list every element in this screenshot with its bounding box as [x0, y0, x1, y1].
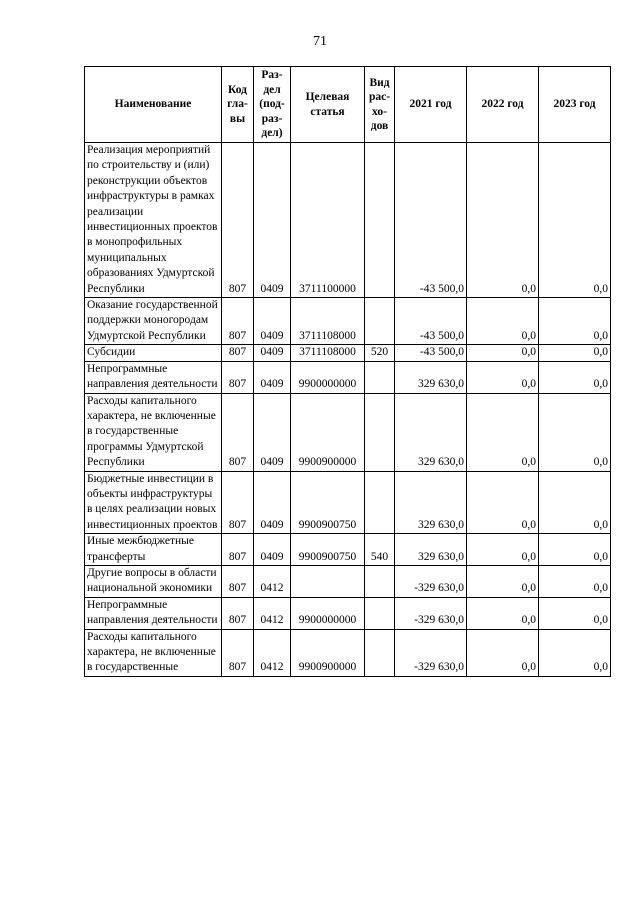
- table-row: [85, 597, 611, 629]
- cell-2021: 329 630,0: [395, 393, 467, 471]
- cell-2023: 0,0: [539, 298, 611, 345]
- cell-expense-type: 520: [365, 345, 395, 361]
- cell-2023: 0,0: [539, 565, 611, 597]
- header-2023: 2023 год: [539, 67, 611, 143]
- cell-2023: 0,0: [539, 629, 611, 676]
- cell-name: Другие вопросы в области национальной экономики: [85, 565, 222, 597]
- table-row: [85, 393, 611, 471]
- cell-target: 3711108000: [291, 345, 365, 361]
- cell-2021: -329 630,0: [395, 629, 467, 676]
- cell-2021: -43 500,0: [395, 143, 467, 298]
- cell-name: Реализация мероприятий по строительству и (или) реконструкции объектов инфраструктуры в рамках реализации инвестиционных проектов в монопрофильных муниципальных образованиях Удмуртской Республики: [85, 143, 222, 298]
- table-row: [85, 143, 611, 298]
- cell-code: 807: [222, 361, 254, 393]
- cell-section: 0409: [254, 298, 291, 345]
- cell-expense-type: 540: [365, 534, 395, 566]
- header-2021: 2021 год: [395, 67, 467, 143]
- cell-2023: 0,0: [539, 345, 611, 361]
- cell-target: 9900900000: [291, 393, 365, 471]
- header-target: Целевая статья: [291, 67, 365, 143]
- cell-target: [291, 565, 365, 597]
- cell-name: Расходы капитального характера, не включенные в государственные: [85, 629, 222, 676]
- cell-target: 3711100000: [291, 143, 365, 298]
- cell-code: 807: [222, 298, 254, 345]
- cell-section: 0412: [254, 629, 291, 676]
- cell-2021: -43 500,0: [395, 345, 467, 361]
- cell-code: 807: [222, 597, 254, 629]
- cell-2022: 0,0: [467, 597, 539, 629]
- cell-expense-type: [365, 393, 395, 471]
- table-row: [85, 361, 611, 393]
- cell-section: 0409: [254, 471, 291, 534]
- cell-code: 807: [222, 534, 254, 566]
- cell-name: Субсидии: [85, 345, 222, 361]
- cell-name: Непрограммные направления деятельности: [85, 361, 222, 393]
- header-name: Наименование: [85, 67, 222, 143]
- cell-name: Расходы капитального характера, не включенные в государственные программы Удмуртской Республики: [85, 393, 222, 471]
- cell-2023: 0,0: [539, 534, 611, 566]
- table-row: [85, 534, 611, 566]
- cell-2022: 0,0: [467, 534, 539, 566]
- cell-2021: 329 630,0: [395, 361, 467, 393]
- cell-section: 0409: [254, 143, 291, 298]
- cell-name: Бюджетные инвестиции в объекты инфраструктуры в целях реализации новых инвестиционных проектов: [85, 471, 222, 534]
- cell-2023: 0,0: [539, 597, 611, 629]
- cell-2022: 0,0: [467, 361, 539, 393]
- cell-expense-type: [365, 143, 395, 298]
- cell-target: 9900900750: [291, 471, 365, 534]
- cell-2021: -43 500,0: [395, 298, 467, 345]
- cell-section: 0409: [254, 361, 291, 393]
- table-row: [85, 629, 611, 676]
- cell-2022: 0,0: [467, 298, 539, 345]
- cell-target: 9900900000: [291, 629, 365, 676]
- cell-2023: 0,0: [539, 361, 611, 393]
- cell-expense-type: [365, 597, 395, 629]
- cell-2022: 0,0: [467, 471, 539, 534]
- cell-name: Оказание государственной поддержки моногородам Удмуртской Республики: [85, 298, 222, 345]
- cell-expense-type: [365, 361, 395, 393]
- cell-name: Непрограммные направления деятельности: [85, 597, 222, 629]
- cell-target: 3711108000: [291, 298, 365, 345]
- cell-2022: 0,0: [467, 565, 539, 597]
- header-expense-type: Вид рас-хо-дов: [365, 67, 395, 143]
- table-row: [85, 298, 611, 345]
- cell-2021: 329 630,0: [395, 534, 467, 566]
- table-row: [85, 565, 611, 597]
- header-row: [85, 67, 611, 143]
- cell-2021: 329 630,0: [395, 471, 467, 534]
- cell-target: 9900000000: [291, 597, 365, 629]
- cell-2022: 0,0: [467, 143, 539, 298]
- header-2022: 2022 год: [467, 67, 539, 143]
- cell-2022: 0,0: [467, 345, 539, 361]
- cell-expense-type: [365, 471, 395, 534]
- cell-2022: 0,0: [467, 629, 539, 676]
- cell-2021: -329 630,0: [395, 597, 467, 629]
- cell-target: 9900900750: [291, 534, 365, 566]
- cell-2021: -329 630,0: [395, 565, 467, 597]
- cell-code: 807: [222, 629, 254, 676]
- cell-expense-type: [365, 298, 395, 345]
- cell-expense-type: [365, 629, 395, 676]
- cell-code: 807: [222, 471, 254, 534]
- cell-2023: 0,0: [539, 143, 611, 298]
- table-row: [85, 345, 611, 361]
- budget-table: [84, 66, 611, 677]
- cell-section: 0412: [254, 565, 291, 597]
- cell-2022: 0,0: [467, 393, 539, 471]
- cell-section: 0412: [254, 597, 291, 629]
- cell-code: 807: [222, 345, 254, 361]
- cell-section: 0409: [254, 345, 291, 361]
- cell-code: 807: [222, 143, 254, 298]
- cell-section: 0409: [254, 393, 291, 471]
- table-row: [85, 471, 611, 534]
- cell-target: 9900000000: [291, 361, 365, 393]
- cell-code: 807: [222, 565, 254, 597]
- cell-section: 0409: [254, 534, 291, 566]
- cell-2023: 0,0: [539, 393, 611, 471]
- page-number: 71: [313, 34, 327, 49]
- cell-name: Иные межбюджетные трансферты: [85, 534, 222, 566]
- cell-2023: 0,0: [539, 471, 611, 534]
- cell-code: 807: [222, 393, 254, 471]
- cell-expense-type: [365, 565, 395, 597]
- header-code: Код гла-вы: [222, 67, 254, 143]
- header-section: Раз-дел (под-раз-дел): [254, 67, 291, 143]
